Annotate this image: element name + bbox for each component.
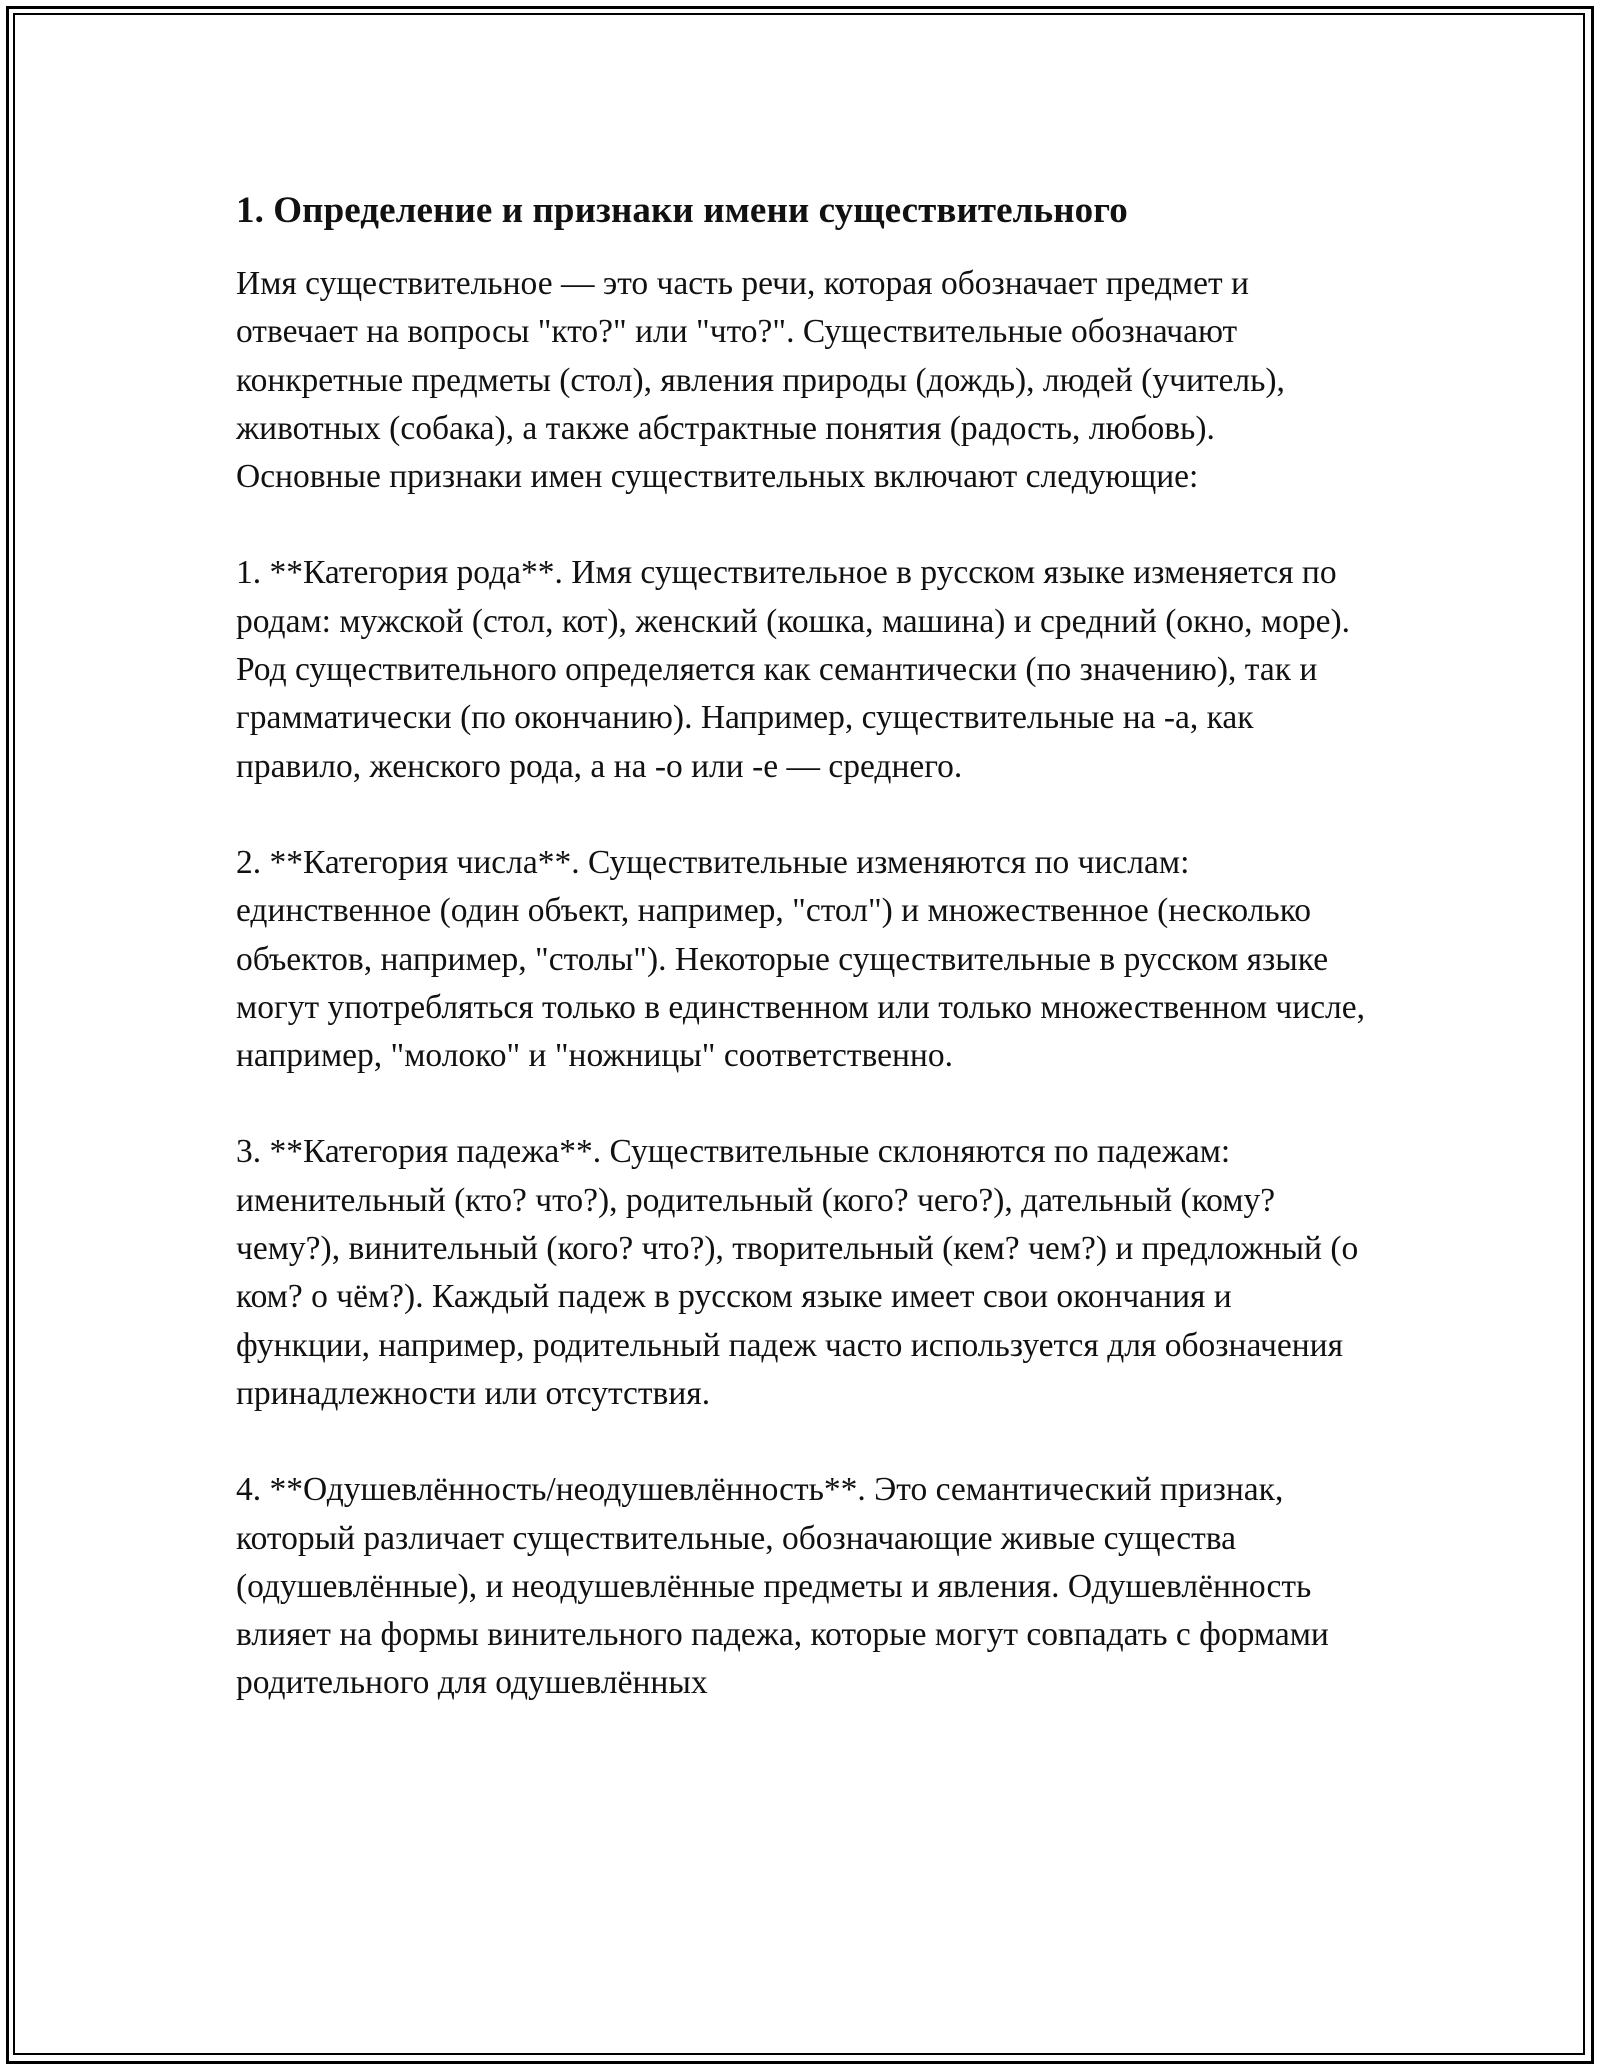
case-category-paragraph: 3. **Категория падежа**. Существительные склоняются по падежам: именительный (кто? что?), родительный (кого? чего?), дательный (кому? чему?), винительный (кого? что?), творительный (кем? чем?) и предложный (о ком? о чём?). Каждый падеж в русском языке имеет свои окончания и функции, например, родительный падеж часто используется для обозначения принадлежности или отсутствия. <box>236 1133 1359 1412</box>
number-category-paragraph: 2. **Категория числа**. Существительные изменяются по числам: единственное (один объект, например, "стол") и множественное (несколько объектов, например, "столы"). Некоторые существительные в русском языке могут употребляться только в единственном или только множественном числе, например, "молоко" и "ножницы" соответственно. <box>236 843 1366 1075</box>
intro-paragraph: Имя существительное — это часть речи, которая обозначает предмет и отвечает на вопросы "кто?" или "что?". Существительные обозначают конкретные предметы (стол), явления природы (дождь), людей (учитель), животных (собака), а также абстрактные понятия (радость, любовь). Основные признаки имен существительных включают следующие: <box>236 265 1285 496</box>
document-body <box>236 188 1366 1756</box>
animacy-paragraph: 4. **Одушевлённость/неодушевлённость**. Это семантический признак, который различает существительные, обозначающие живые существа (одушевлённые), и неодушевлённые предметы и явления. Одушевлённость влияет на формы винительного падежа, которые могут совпадать с формами родительного для одушевлённых <box>236 1471 1329 1702</box>
section-heading: 1. Определение и признаки имени существительного <box>236 190 1128 231</box>
gender-category-paragraph: 1. **Категория рода**. Имя существительное в русском языке изменяется по родам: мужской (стол, кот), женский (кошка, машина) и средний (окно, море). Род существительного определяется как семантически (по значению), так и грамматически (по окончанию). Например, существительные на -а, как правило, женского рода, а на -о или -е — среднего. <box>236 554 1350 785</box>
